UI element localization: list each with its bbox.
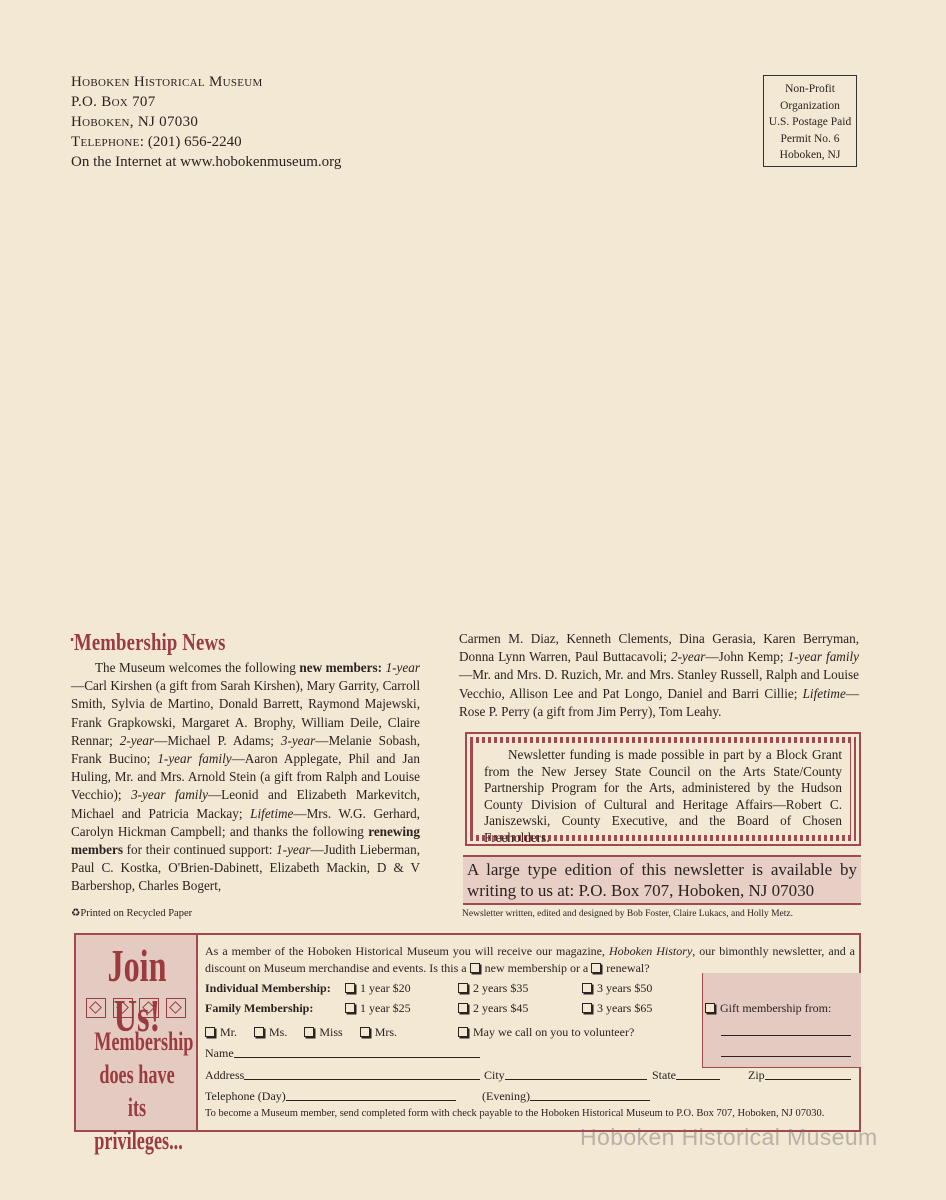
postage-line: Organization (780, 99, 840, 112)
telephone-evening-line[interactable] (530, 1090, 650, 1101)
gift-option[interactable] (705, 1001, 831, 1016)
postage-line: Hoboken, NJ (779, 149, 841, 161)
text: —Aaron Applegate, Phil and Jan Huling, Mr. and Mrs. Arnold Stein (a gift from Ralph and Louise Vecchio); (71, 751, 420, 803)
field-label: City (484, 1068, 505, 1082)
checkbox[interactable] (254, 1027, 264, 1037)
label: Family Membership: (205, 1001, 314, 1015)
title-options (205, 1025, 397, 1040)
membership-text-continued (459, 630, 859, 721)
checkbox[interactable] (458, 1027, 468, 1037)
recycled-notice (71, 907, 192, 919)
join-us-title: Join Us! (107, 940, 167, 1041)
field-label: Address (205, 1068, 245, 1082)
text: —John Kemp; (705, 649, 788, 665)
title-mr[interactable] (205, 1025, 237, 1039)
text-continued: —Judith Lieberman, Paul C. Kostka, O'Brien-Dabinett, Elizabeth Mackin, D & V Barbershop, Charles Bogert, (71, 842, 421, 894)
option-label: 1 year $20 (360, 981, 411, 995)
italic-label: 1-year (276, 842, 311, 858)
city-line: Hoboken, NJ 07030 (71, 114, 199, 130)
individual-3yr-option[interactable] (582, 981, 652, 996)
option-label: Mr. (220, 1025, 238, 1039)
italic-label: 3-year (280, 732, 316, 748)
zip-line[interactable] (765, 1069, 851, 1080)
text: —Mrs. W.G. Gerhard, Carolyn Hickman Campbell; and thanks the following (71, 805, 420, 839)
italic-label: Lifetime (802, 685, 846, 701)
option-label: 3 years $50 (597, 981, 653, 995)
text: —Rose P. Perry (a gift from Jim Perry), Tom Leahy. (459, 685, 859, 719)
individual-membership-label (205, 981, 331, 996)
form-intro (205, 943, 855, 977)
checkbox[interactable] (304, 1027, 314, 1037)
option-label: 3 years $65 (597, 1001, 653, 1015)
form-footer: To become a Museum member, send completed form with check payable to the Hoboken Historical Museum to P.O. Box 707, Hoboken, NJ 07030. (205, 1108, 825, 1119)
phone-number: (201) 656-2240 (147, 134, 242, 150)
option-label: Mrs. (374, 1025, 398, 1039)
newsletter-credit: Newsletter written, edited and designed by Bob Foster, Claire Lukacs, and Holly Metz. (462, 909, 793, 919)
checkbox[interactable] (705, 1003, 715, 1013)
text: —Carl Kirshen (a gift from Sarah Kirshen), Mary Garrity, Carroll Smith, Sylvia de Martino, Donald Barrett, Raymond Majewski, Frank Grapkowski, Margaret A. Brophy, William Deile, Claire Rennar; (71, 678, 420, 748)
checkbox[interactable] (345, 1003, 355, 1013)
gift-from-line[interactable] (721, 1056, 851, 1057)
italic-label: 1-year (385, 660, 420, 675)
join-us-panel (76, 935, 198, 1155)
field-label: State (652, 1068, 676, 1082)
membership-column-2 (459, 630, 859, 721)
magazine-title: Hoboken History (608, 944, 693, 958)
title-mrs[interactable] (360, 1025, 397, 1039)
diamond-ornament-icon (166, 998, 186, 1018)
membership-form (74, 933, 861, 1155)
name-field[interactable] (205, 1046, 480, 1061)
italic-label: 2-year (119, 732, 155, 748)
city-line[interactable] (505, 1069, 647, 1080)
family-3yr-option[interactable] (582, 1001, 652, 1016)
field-label: Name (205, 1046, 234, 1060)
italic-label: Lifetime (250, 805, 294, 821)
state-field[interactable] (652, 1068, 720, 1083)
text: Carmen M. Diaz, Kenneth Clements, Dina Gerasia, Karen Berryman, Donna Lynn Warren, Paul Buttacavoli; (459, 631, 859, 665)
phone-label: Telephone: (71, 134, 145, 150)
funding-box-border (470, 737, 856, 845)
field-label: (Evening) (482, 1089, 530, 1103)
checkbox[interactable] (582, 983, 592, 993)
recycle-icon: ♻ (71, 908, 81, 919)
po-box: P.O. Box 707 (71, 94, 156, 110)
option-label: 2 years $35 (473, 981, 529, 995)
checkbox[interactable] (458, 983, 468, 993)
large-type-notice: A large type edition of this newsletter is available by writing to us at: P.O. Box 707, Hoboken, NJ 07030 (463, 855, 861, 905)
text: —Michael P. Adams; (154, 732, 281, 748)
option-label: 2 years $45 (473, 1001, 529, 1015)
text: for their continued support: (123, 842, 277, 858)
return-address (71, 72, 341, 172)
family-membership-label (205, 1001, 313, 1016)
gift-membership-box (702, 973, 861, 1068)
renewal-checkbox[interactable] (591, 963, 601, 973)
membership-column-1 (71, 659, 420, 896)
italic-label: 1-year family (157, 751, 232, 767)
option-label: Gift membership from: (720, 1001, 832, 1015)
diamond-ornament-icon (86, 998, 106, 1018)
individual-1yr-option[interactable] (345, 981, 411, 996)
ornament-row (86, 998, 186, 1018)
privileges-slogan: Membership does have its privileges... (94, 1027, 194, 1155)
postage-line: U.S. Postage Paid (768, 116, 852, 128)
new-membership-label: new membership or a (484, 961, 589, 975)
option-label: 1 year $25 (360, 1001, 411, 1015)
telephone-day-line[interactable] (286, 1090, 456, 1101)
option-label: Ms. (269, 1025, 288, 1039)
diamond-ornament-icon (113, 998, 133, 1018)
membership-text (71, 659, 420, 896)
volunteer-option[interactable] (458, 1025, 634, 1040)
museum-name: Hoboken Historical Museum (71, 74, 263, 90)
funding-box (465, 732, 861, 846)
recycled-text: Printed on Recycled Paper (80, 908, 193, 919)
text: —Leonid and Elizabeth Markevitch, Michael and Patricia Mackay; (71, 787, 420, 821)
text: , our bimonthly newsletter, and a discount on Museum merchandise and events. Is this a (205, 944, 855, 975)
funding-text: Newsletter funding is made possible in part by a Block Grant from the New Jersey State Council on the Arts State/County Partnership Program for the Arts, administered by the Hudson County Division of Cultural and Heritage Affairs—Robert C. Janiszewski, County Executive, and the Board of Chosen Freeholders. (484, 747, 842, 845)
option-label: May we call on you to volunteer? (473, 1025, 635, 1039)
postage-line: Permit No. 6 (780, 132, 840, 145)
address-field[interactable] (205, 1068, 480, 1083)
text: As a member of the Hoboken Historical Museum you will receive our magazine, (205, 944, 609, 958)
italic-label: 3-year family (131, 787, 208, 803)
name-line[interactable] (234, 1047, 480, 1058)
title-miss[interactable] (304, 1025, 342, 1039)
bold-text: renewing members (71, 823, 420, 858)
membership-news-heading: Membership News (74, 630, 226, 656)
checkbox[interactable] (345, 983, 355, 993)
title-ms[interactable] (254, 1025, 287, 1039)
telephone-day-field[interactable] (205, 1089, 456, 1104)
diamond-ornament-icon (139, 998, 159, 1018)
checkbox[interactable] (582, 1003, 592, 1013)
field-label: Telephone (Day) (205, 1089, 286, 1103)
postage-line: Non-Profit (785, 83, 835, 95)
gift-from-line[interactable] (721, 1035, 851, 1036)
text: —Mr. and Mrs. D. Ruzich, Mr. and Mrs. Stanley Russell, Ralph and Louise Vecchio, Allison Lee and Pat Longo, Daniel and Barri Cillie; (459, 667, 859, 701)
text: The Museum welcomes the following (95, 660, 300, 675)
checkbox[interactable] (458, 1003, 468, 1013)
italic-label: 1-year family (787, 649, 860, 665)
state-line[interactable] (676, 1069, 720, 1080)
checkbox[interactable] (360, 1027, 370, 1037)
option-label: Miss (319, 1025, 343, 1039)
text: —Melanie Sobash, Frank Bucino; (71, 732, 421, 767)
family-2yr-option[interactable] (458, 1001, 528, 1016)
bold-text: new members: (299, 660, 383, 675)
watermark: Hoboken Historical Museum (580, 1124, 878, 1150)
individual-2yr-option[interactable] (458, 981, 528, 996)
new-membership-checkbox[interactable] (470, 963, 480, 973)
label: Individual Membership: (205, 981, 331, 995)
city-field[interactable] (484, 1068, 647, 1083)
family-1yr-option[interactable] (345, 1001, 411, 1016)
field-label: Zip (748, 1068, 765, 1082)
zip-field[interactable] (748, 1068, 851, 1083)
phone-line (71, 132, 341, 152)
address-line[interactable] (244, 1069, 480, 1080)
postage-indicia (763, 75, 857, 167)
website-line: On the Internet at www.hobokenmuseum.org (71, 154, 342, 170)
checkbox[interactable] (205, 1027, 215, 1037)
renewal-label: renewal? (606, 961, 650, 975)
italic-label: 2-year (671, 649, 706, 665)
telephone-evening-field[interactable] (482, 1089, 650, 1104)
